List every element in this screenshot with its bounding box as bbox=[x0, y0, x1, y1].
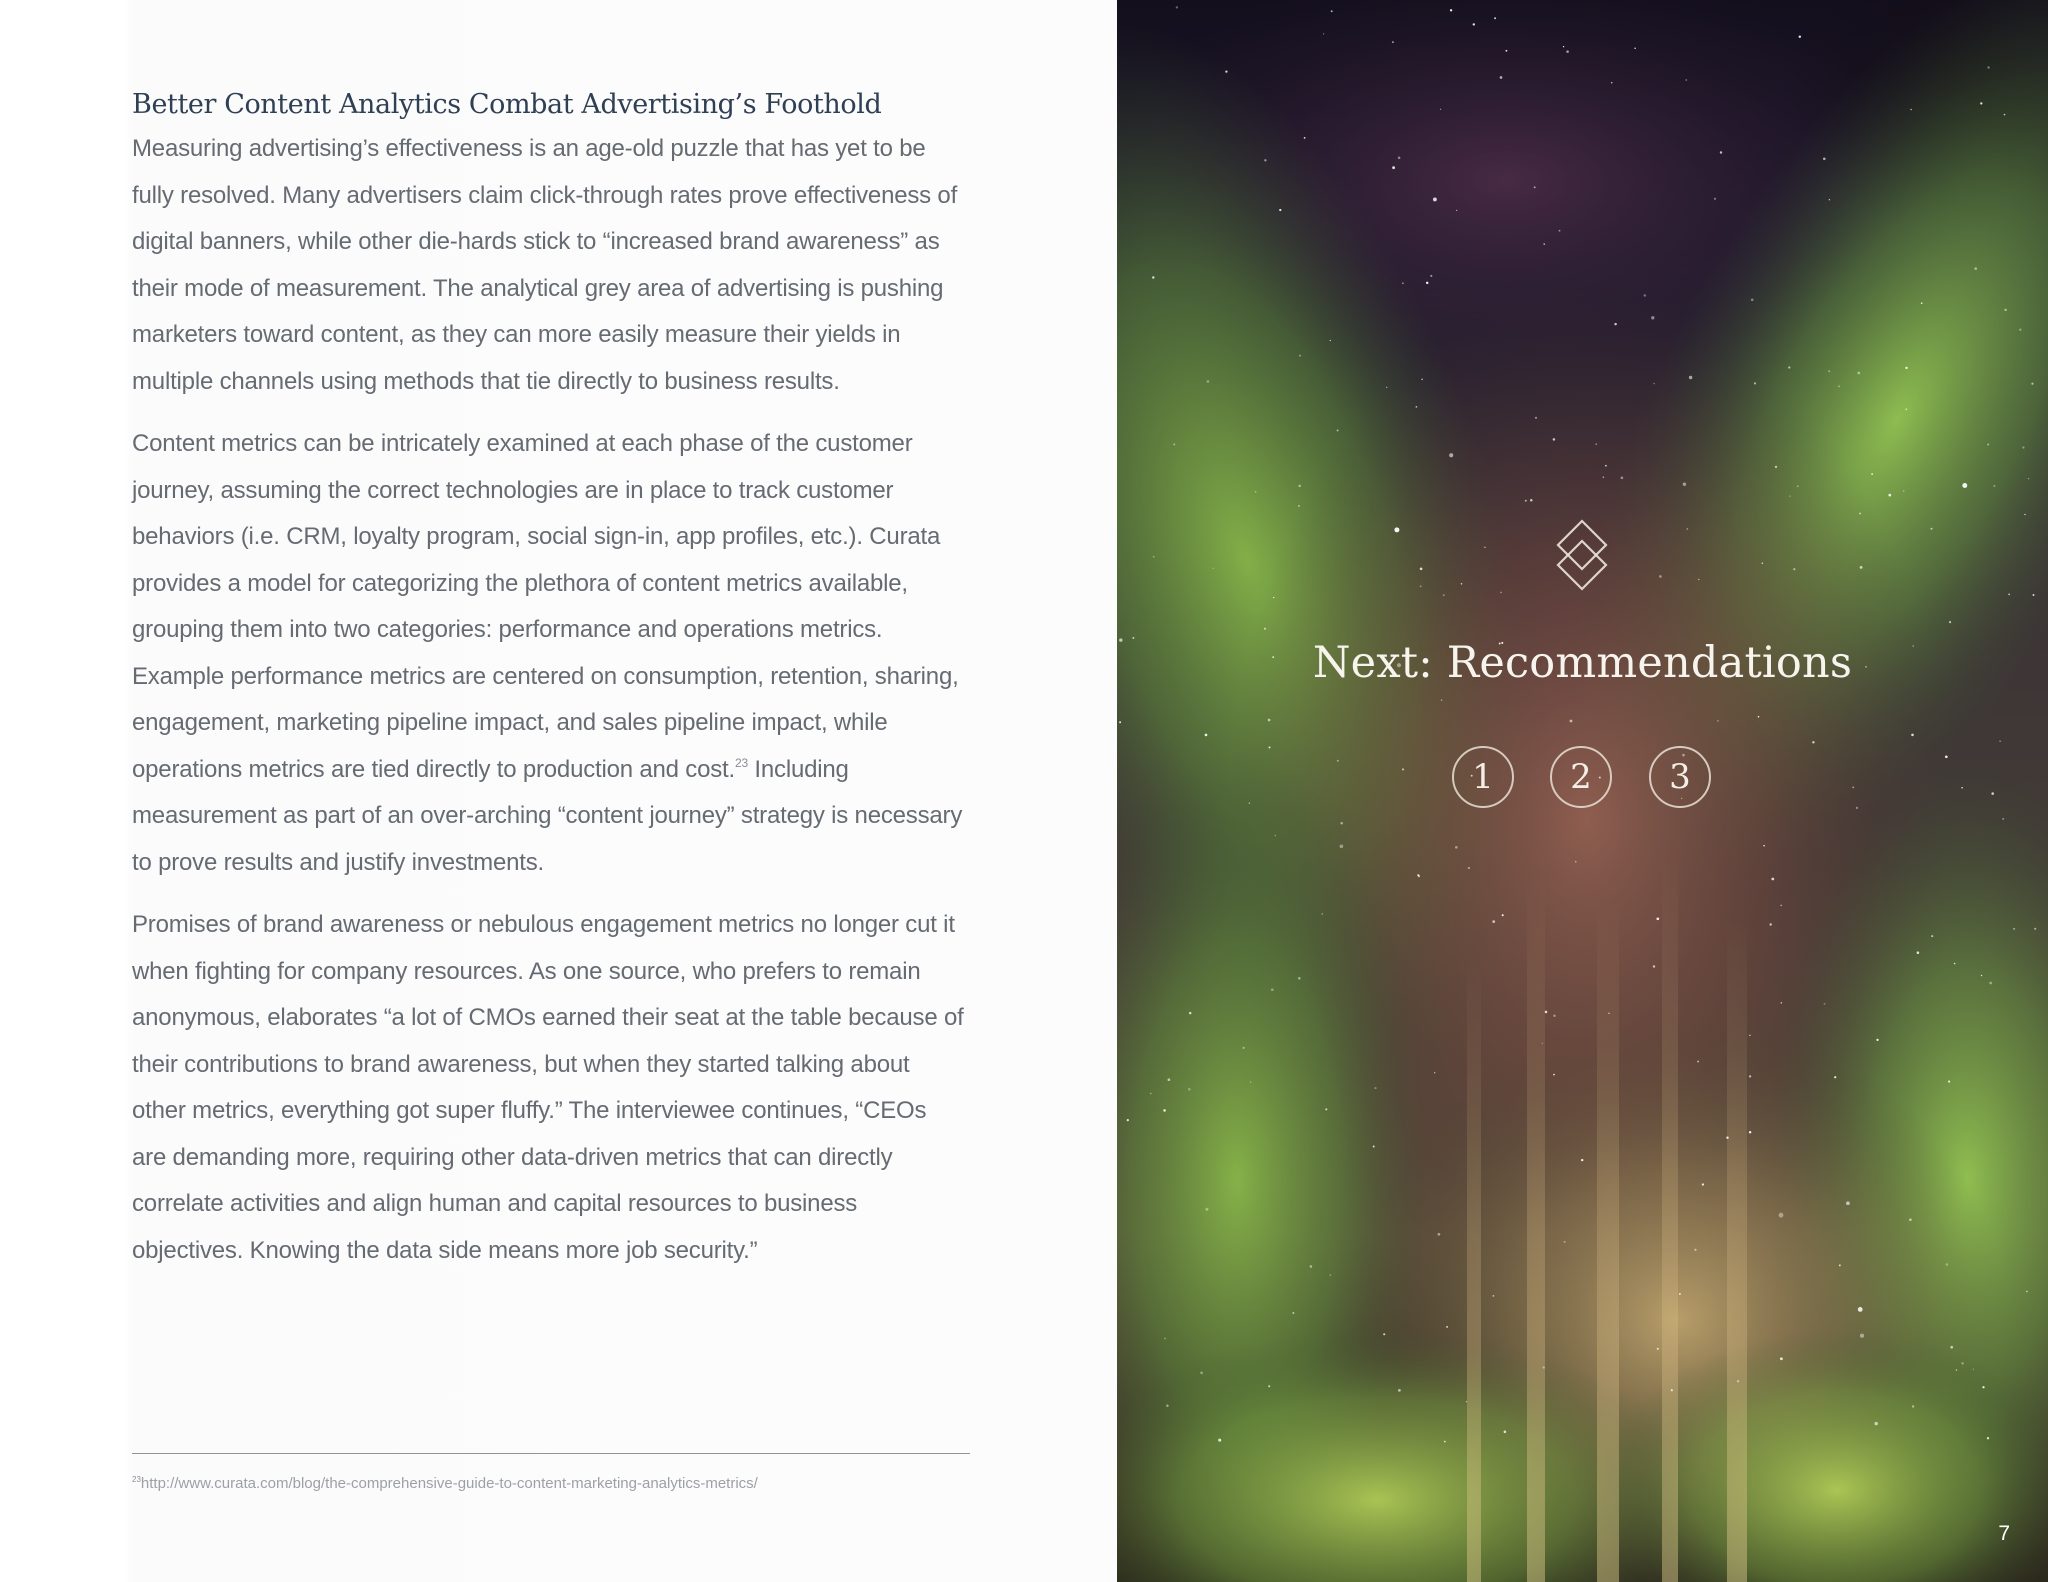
star bbox=[1903, 490, 1904, 491]
star bbox=[1912, 1405, 1914, 1407]
star bbox=[1566, 50, 1569, 53]
star bbox=[1168, 1078, 1171, 1081]
star bbox=[1421, 379, 1422, 380]
star bbox=[1398, 1389, 1401, 1392]
star bbox=[1264, 628, 1266, 630]
star bbox=[1962, 483, 1967, 488]
star bbox=[1780, 905, 1782, 907]
star bbox=[1946, 1263, 1948, 1265]
star bbox=[1438, 1233, 1441, 1236]
star bbox=[1779, 1213, 1784, 1218]
star bbox=[1559, 230, 1561, 232]
star bbox=[1824, 1003, 1826, 1005]
star bbox=[1299, 355, 1301, 357]
star bbox=[1543, 1366, 1545, 1368]
star bbox=[1553, 1015, 1555, 1017]
star bbox=[1771, 878, 1774, 881]
article bbox=[132, 84, 964, 1274]
star bbox=[1243, 1047, 1245, 1049]
star bbox=[1545, 1011, 1548, 1014]
star bbox=[1502, 914, 1504, 916]
star bbox=[1153, 556, 1155, 558]
star bbox=[1575, 861, 1577, 863]
star bbox=[1449, 453, 1453, 457]
star bbox=[1954, 963, 1956, 965]
star bbox=[1150, 1093, 1152, 1095]
star bbox=[1956, 1369, 1957, 1370]
star bbox=[1686, 79, 1687, 80]
star bbox=[1564, 1241, 1566, 1243]
star bbox=[1846, 1201, 1850, 1205]
star bbox=[1987, 443, 1989, 445]
star bbox=[1720, 151, 1722, 153]
star bbox=[1749, 1035, 1750, 1036]
star bbox=[1689, 376, 1692, 379]
star bbox=[1980, 102, 1982, 104]
layered-diamond-icon bbox=[1554, 519, 1610, 595]
star bbox=[1273, 597, 1274, 598]
star bbox=[1875, 1422, 1878, 1425]
star bbox=[1440, 109, 1441, 110]
star bbox=[1534, 186, 1536, 188]
star bbox=[2034, 928, 2036, 930]
star bbox=[1420, 585, 1422, 587]
star bbox=[1441, 699, 1442, 700]
star bbox=[1686, 528, 1688, 530]
star bbox=[2004, 114, 2006, 116]
star bbox=[1473, 23, 1475, 25]
star bbox=[1797, 485, 1799, 487]
star bbox=[1931, 935, 1933, 937]
footnote-reference: 23 bbox=[734, 755, 748, 770]
star bbox=[2028, 478, 2029, 479]
star bbox=[1828, 370, 1830, 372]
star bbox=[1758, 716, 1760, 718]
star bbox=[1337, 429, 1339, 431]
star bbox=[1991, 792, 1994, 795]
star bbox=[1653, 965, 1655, 967]
star bbox=[1702, 1183, 1704, 1185]
star bbox=[1426, 282, 1428, 284]
star bbox=[1323, 33, 1324, 34]
star bbox=[1466, 1401, 1467, 1402]
star bbox=[1455, 846, 1458, 849]
section-heading: Better Content Analytics Combat Advertising’s Foothold bbox=[132, 89, 882, 120]
paragraph-brand-awareness: Promises of brand awareness or nebulous engagement metrics no longer cut it when fighting for company resources. As one source, who prefers to remain anonymous, elaborates “a lot of CMOs earned their seat at the table because of their contributions to brand awareness, but when they started talking about other metrics, everything got super fluffy.” The interviewee continues, “CEOs are demanding more, requiring other data-driven metrics that can directly correlate activities and align human and capital resources to business objectives. Knowing the data side means more job security.” bbox=[132, 911, 964, 1264]
star bbox=[1298, 977, 1301, 980]
star bbox=[1788, 366, 1790, 368]
star bbox=[1164, 1338, 1166, 1340]
star bbox=[1444, 1441, 1446, 1443]
paragraph-advertising-measurement: Measuring advertising’s effectiveness is an age-old puzzle that has yet to be fully resolved. Many advertisers claim click-through rates prove effectiveness of digital banners, while other die-hards stick to “increased brand awareness” as their mode of measurement. The analytical grey area of advertising is pushing marketers toward content, as they can more easily measure their yields in multiple channels using methods that tie directly to business results. bbox=[132, 135, 958, 395]
star bbox=[1982, 1386, 1984, 1388]
star bbox=[2024, 514, 2025, 515]
star bbox=[1679, 1293, 1681, 1295]
paragraph-content-metrics bbox=[132, 421, 964, 886]
star bbox=[1443, 594, 1445, 596]
next-section-title: Next: Recommendations bbox=[1312, 638, 1853, 688]
star bbox=[1321, 913, 1323, 915]
star bbox=[1857, 372, 1860, 375]
star bbox=[1595, 443, 1597, 445]
star bbox=[2022, 446, 2024, 448]
star bbox=[1751, 299, 1754, 302]
star bbox=[1714, 198, 1716, 200]
star bbox=[1127, 1119, 1129, 1121]
star bbox=[1726, 1137, 1728, 1139]
star bbox=[1949, 621, 1951, 623]
star bbox=[1418, 875, 1420, 877]
star bbox=[1176, 6, 1178, 8]
star bbox=[1656, 917, 1659, 920]
footnote bbox=[132, 1474, 758, 1494]
star bbox=[1653, 383, 1655, 385]
star bbox=[1189, 1012, 1191, 1014]
star bbox=[1614, 323, 1616, 325]
step-1-circle: 1 bbox=[1452, 746, 1514, 808]
star bbox=[1876, 1039, 1878, 1041]
star bbox=[1605, 465, 1607, 467]
star bbox=[1433, 197, 1437, 201]
star bbox=[1793, 568, 1795, 570]
star bbox=[1292, 1312, 1294, 1314]
step-2-circle: 2 bbox=[1550, 746, 1612, 808]
star bbox=[1634, 48, 1636, 50]
star bbox=[1917, 951, 1920, 954]
star bbox=[1812, 741, 1814, 743]
star bbox=[1543, 243, 1544, 244]
star bbox=[1834, 1076, 1836, 1078]
star bbox=[1644, 294, 1646, 296]
star bbox=[1218, 1439, 1221, 1442]
star bbox=[1535, 417, 1537, 419]
star bbox=[1981, 975, 1982, 976]
star bbox=[1416, 406, 1418, 408]
star bbox=[1207, 380, 1210, 383]
star bbox=[1563, 46, 1564, 47]
star bbox=[1737, 1380, 1739, 1382]
star bbox=[1420, 567, 1423, 570]
star bbox=[1973, 1369, 1974, 1370]
star bbox=[1505, 50, 1507, 52]
star bbox=[1468, 867, 1470, 869]
star bbox=[1987, 1437, 1989, 1439]
star bbox=[1173, 443, 1175, 445]
star bbox=[1860, 566, 1863, 569]
star bbox=[1492, 920, 1495, 923]
star bbox=[1330, 1274, 1332, 1276]
star bbox=[1450, 9, 1452, 11]
star bbox=[1298, 505, 1300, 507]
star bbox=[1205, 1208, 1208, 1211]
star bbox=[1852, 787, 1854, 789]
star bbox=[1398, 157, 1401, 160]
star bbox=[2031, 383, 2033, 385]
star bbox=[1697, 1061, 1699, 1063]
star bbox=[1694, 1249, 1696, 1251]
star bbox=[1504, 1431, 1507, 1434]
star bbox=[1268, 1385, 1270, 1387]
star bbox=[1394, 527, 1399, 532]
star bbox=[1698, 579, 1699, 580]
star bbox=[1205, 734, 1208, 737]
star bbox=[1402, 768, 1404, 770]
paragraph-content-metrics-continued: Including measurement as part of an over-arching “content journey” strategy is necessary to prove results and justify investments. bbox=[132, 755, 963, 876]
star bbox=[1166, 1405, 1169, 1408]
star bbox=[1775, 466, 1777, 468]
star bbox=[1999, 740, 2000, 741]
star bbox=[1948, 1081, 1950, 1083]
star bbox=[1268, 719, 1271, 722]
star bbox=[1905, 408, 1907, 410]
star bbox=[2013, 928, 2015, 930]
star bbox=[1608, 1013, 1609, 1014]
footnote-link[interactable]: http://www.curata.com/blog/the-comprehensive-guide-to-content-marketing-analytics-metrics/ bbox=[140, 1475, 758, 1492]
star bbox=[1249, 802, 1250, 803]
star bbox=[1921, 302, 1923, 304]
star bbox=[1430, 275, 1432, 277]
star bbox=[1871, 473, 1873, 475]
star bbox=[1310, 1265, 1313, 1268]
star bbox=[1553, 1074, 1555, 1076]
star bbox=[1780, 1002, 1782, 1004]
star bbox=[2002, 818, 2004, 820]
star bbox=[1911, 734, 1914, 737]
star bbox=[1255, 491, 1257, 493]
star bbox=[1402, 282, 1403, 283]
star bbox=[1163, 1109, 1166, 1112]
star bbox=[1671, 1389, 1673, 1391]
star bbox=[1762, 562, 1763, 563]
star bbox=[1769, 923, 1771, 925]
star bbox=[1340, 844, 1344, 848]
star bbox=[1856, 807, 1858, 809]
aurora-photo-panel bbox=[1117, 0, 2048, 1582]
star bbox=[1974, 267, 1977, 270]
star bbox=[1279, 209, 1281, 211]
star bbox=[2026, 1291, 2028, 1293]
star bbox=[1657, 1348, 1659, 1350]
star bbox=[1340, 822, 1342, 824]
star bbox=[1950, 1346, 1953, 1349]
star bbox=[1860, 1334, 1864, 1338]
star bbox=[1152, 276, 1154, 278]
star bbox=[1749, 1075, 1751, 1077]
star bbox=[1304, 137, 1306, 139]
star bbox=[1905, 367, 1907, 369]
star bbox=[2033, 594, 2035, 596]
star bbox=[1945, 755, 1948, 758]
star bbox=[1859, 513, 1861, 515]
star bbox=[1530, 499, 1533, 502]
star bbox=[1493, 1295, 1495, 1297]
star bbox=[1823, 158, 1826, 161]
star bbox=[1651, 316, 1654, 319]
star bbox=[1269, 746, 1271, 748]
star bbox=[1780, 1357, 1783, 1360]
star bbox=[1500, 76, 1503, 79]
star bbox=[1271, 988, 1274, 991]
star bbox=[1330, 340, 1331, 341]
star bbox=[1603, 476, 1605, 478]
star bbox=[1264, 159, 1266, 161]
footnote-divider bbox=[132, 1453, 970, 1454]
star bbox=[1337, 760, 1339, 762]
star bbox=[1392, 166, 1395, 169]
star bbox=[1754, 382, 1756, 384]
star bbox=[1225, 70, 1227, 72]
recommendation-steps bbox=[1452, 746, 1712, 808]
star bbox=[1298, 485, 1301, 488]
star bbox=[1386, 387, 1387, 388]
star bbox=[1383, 1333, 1385, 1335]
star bbox=[1838, 385, 1840, 387]
star bbox=[1553, 438, 1556, 441]
star bbox=[2004, 309, 2007, 312]
star bbox=[1763, 845, 1764, 846]
star bbox=[1683, 483, 1686, 486]
star bbox=[1119, 721, 1121, 723]
star bbox=[1461, 583, 1463, 585]
step-3-circle: 3 bbox=[1649, 746, 1711, 808]
star bbox=[1621, 477, 1624, 480]
paragraph-content-metrics-text: Content metrics can be intricately examined at each phase of the customer journey, assuming the correct technologies are in place to track customer behaviors (i.e. CRM, loyalty program, social sign-in, app profiles, etc.). Curata provides a model for categorizing the plethora of content metrics available, grouping them into two categories: performance and operations metrics. Example performance metrics are centered on consumption, retention, sharing, engagement, marketing pipeline impact, and sales pipeline impact, while operations metrics are tied directly to production and cost. bbox=[132, 430, 959, 783]
star bbox=[1829, 199, 1830, 200]
star bbox=[1910, 109, 1912, 111]
star bbox=[1987, 66, 1989, 68]
star bbox=[1434, 1072, 1435, 1073]
star bbox=[1500, 592, 1502, 594]
star bbox=[1213, 568, 1214, 569]
star bbox=[1456, 210, 1457, 211]
star bbox=[1494, 17, 1496, 19]
star bbox=[1374, 1087, 1376, 1089]
star bbox=[1989, 982, 1992, 985]
star bbox=[1392, 41, 1394, 43]
star bbox=[1888, 494, 1891, 497]
star bbox=[1909, 1218, 1912, 1221]
star bbox=[2019, 329, 2021, 331]
star bbox=[1331, 10, 1333, 12]
star bbox=[1659, 575, 1662, 578]
star bbox=[1717, 720, 1718, 721]
star bbox=[1931, 528, 1933, 530]
star bbox=[1961, 1362, 1963, 1364]
footnote-number: 23 bbox=[132, 1475, 141, 1484]
star bbox=[1542, 1043, 1543, 1044]
star bbox=[1525, 500, 1527, 502]
star bbox=[1961, 787, 1963, 789]
star bbox=[1839, 1264, 1841, 1266]
star bbox=[1581, 1159, 1583, 1161]
star bbox=[1446, 1326, 1448, 1328]
star bbox=[1570, 720, 1573, 723]
star bbox=[1188, 1088, 1191, 1091]
star bbox=[2008, 594, 2010, 596]
star bbox=[1373, 1146, 1375, 1148]
star bbox=[1611, 82, 1612, 83]
star bbox=[1749, 1131, 1751, 1133]
star bbox=[1250, 1082, 1251, 1083]
star bbox=[1484, 547, 1486, 549]
star bbox=[1325, 1108, 1327, 1110]
star bbox=[1275, 835, 1277, 837]
page-number: 7 bbox=[1998, 1522, 2010, 1545]
star bbox=[1858, 1307, 1863, 1312]
star bbox=[1789, 495, 1790, 496]
star bbox=[1993, 485, 1995, 487]
star bbox=[1799, 35, 1801, 37]
star bbox=[1200, 1372, 1203, 1375]
